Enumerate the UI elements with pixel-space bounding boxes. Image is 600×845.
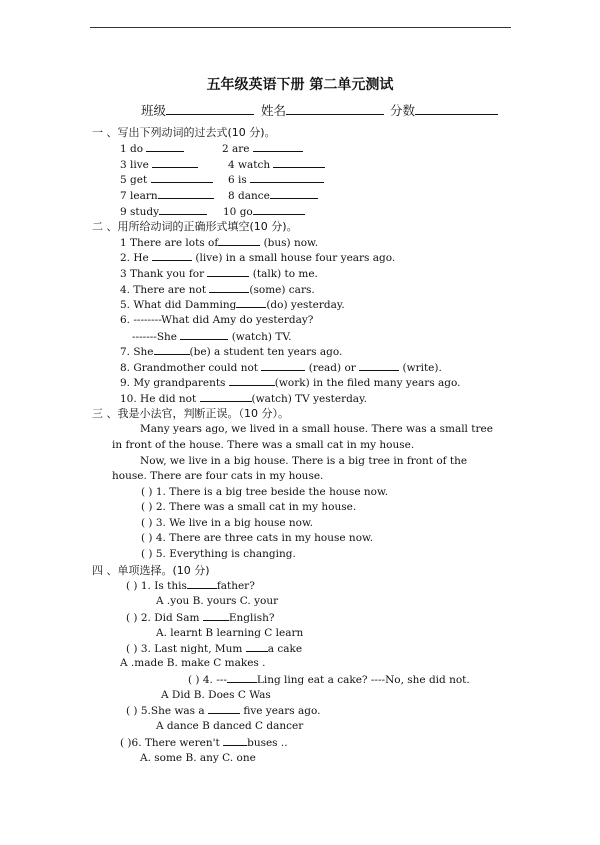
- s1-item: 7 learn: [120, 189, 214, 203]
- score-field: [390, 101, 498, 119]
- judge-item: ( ) 5. Everything is changing.: [141, 548, 296, 560]
- s1-item: 6 is: [228, 173, 324, 187]
- s2-line: 1 There are lots of (bus) now.: [120, 237, 319, 249]
- s2-line: -------She (watch) TV.: [132, 331, 292, 343]
- mc-question: ( ) 2. Did Sam English?: [126, 612, 275, 624]
- s2-line: 5. What did Damming (do) yesterday.: [120, 299, 345, 311]
- s2-line: 2. He (live) in a small house four years ago.: [120, 252, 396, 264]
- s2-line: 7. She (be) a student ten years ago.: [120, 346, 343, 358]
- passage-line: in front of the house. There was a small cat in my house.: [112, 439, 415, 451]
- section-1-heading: 一 、写出下列动词的过去式(10 分)。: [92, 126, 276, 139]
- mc-options: A dance B danced C dancer: [156, 720, 304, 732]
- mc-options: A .you B. yours C. your: [156, 595, 279, 607]
- header-rule: [90, 27, 511, 28]
- page-title: 五年级英语下册 第二单元测试: [206, 77, 394, 93]
- s1-item: 8 dance: [228, 189, 318, 203]
- section-4-heading: 四 、单项选择。(10 分): [92, 564, 210, 577]
- mc-question: ( ) 5.She was a five years ago.: [126, 705, 321, 717]
- s1-item: 1 do: [120, 142, 184, 156]
- mc-question: ( ) 4. --- Ling ling eat a cake? ----No, she did not.: [188, 674, 470, 686]
- judge-item: ( ) 4. There are three cats in my house now.: [141, 532, 374, 544]
- s2-line: 6. --------What did Amy do yesterday?: [120, 314, 314, 326]
- mc-options: A. learnt B learning C learn: [156, 627, 304, 639]
- s2-line: 9. My grandparents (work) in the filed many years ago.: [120, 377, 461, 389]
- s2-line: 8. Grandmother could not (read) or (write).: [120, 362, 442, 374]
- passage-line: Now, we live in a big house. There is a big tree in front of the: [140, 455, 468, 467]
- s1-item: 4 watch: [228, 158, 325, 172]
- section-2-heading: 二 、用所给动词的正确形式填空(10 分)。: [92, 220, 298, 233]
- judge-item: ( ) 3. We live in a big house now.: [141, 517, 314, 529]
- class-field: [141, 101, 254, 119]
- score-label: 分数: [390, 103, 416, 118]
- class-label: 班级: [141, 103, 167, 118]
- name-field: [261, 101, 384, 119]
- s1-item: 2 are: [222, 142, 303, 156]
- mc-options: A. some B. any C. one: [140, 752, 256, 764]
- mc-question: ( )6. There weren't buses ..: [120, 737, 288, 749]
- mc-options: A Did B. Does C Was: [161, 689, 271, 701]
- judge-item: ( ) 1. There is a big tree beside the house now.: [141, 486, 389, 498]
- s2-line: 4. There are not (some) cars.: [120, 284, 315, 296]
- s1-item: 9 study: [120, 205, 207, 219]
- mc-question: ( ) 1. Is this father?: [126, 580, 255, 592]
- mc-question: ( ) 3. Last night, Mum a cake: [126, 643, 303, 655]
- s1-item: 3 live: [120, 158, 198, 172]
- name-label: 姓名: [261, 103, 287, 118]
- passage-line: Many years ago, we lived in a small house. There was a small tree: [140, 423, 493, 435]
- passage-line: house. There are four cats in my house.: [112, 470, 324, 482]
- section-3-heading: 三 、我是小法官，判断正误。（10 分）。: [92, 407, 289, 420]
- judge-item: ( ) 2. There was a small cat in my house.: [141, 501, 357, 513]
- s1-item: 10 go: [223, 205, 305, 219]
- s1-item: 5 get: [120, 173, 213, 187]
- s2-line: 3 Thank you for (talk) to me.: [120, 268, 318, 280]
- mc-options: A .made B. make C makes .: [120, 657, 266, 669]
- s2-line: 10. He did not (watch) TV yesterday.: [120, 393, 367, 405]
